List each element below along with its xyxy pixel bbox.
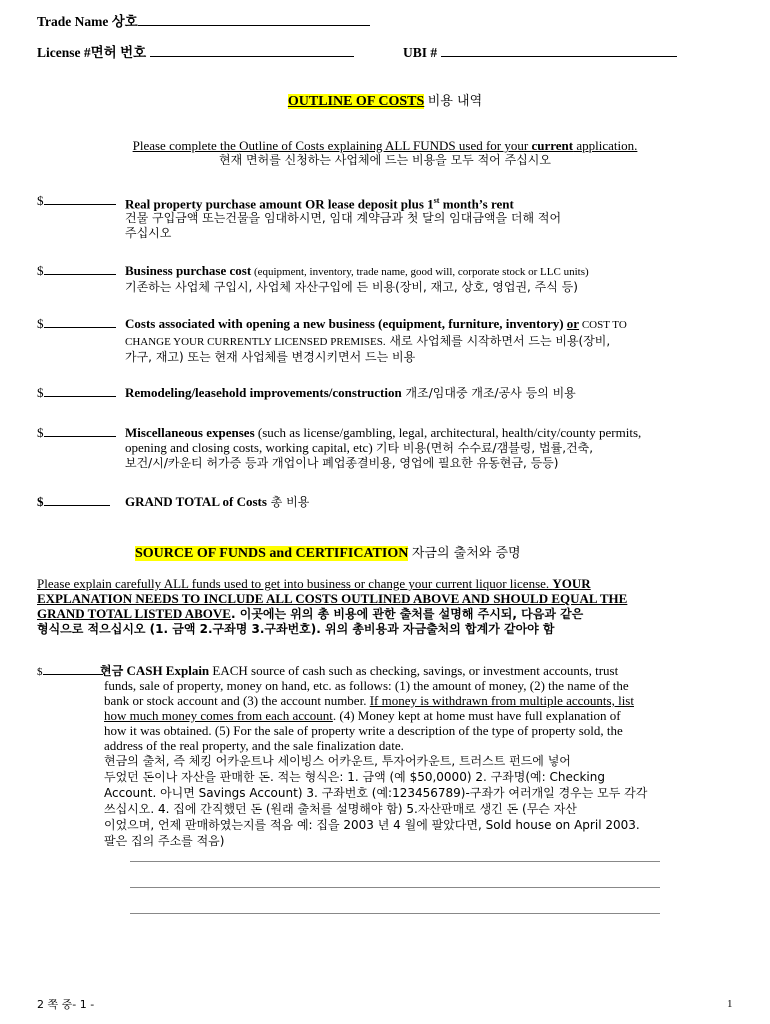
- outline-title: OUTLINE OF COSTS: [287, 94, 425, 109]
- source-title: SOURCE OF FUNDS and CERTIFICATION: [135, 546, 409, 561]
- item-detail2: CHANGE YOUR CURRENTLY LICENSED PREMISES.: [125, 336, 386, 348]
- cost-item-real-property: [37, 193, 737, 243]
- trade-name-label: Trade Name 상호: [37, 14, 138, 29]
- cash-ko6: 팔은 집의 주소를 적음): [104, 834, 225, 848]
- item-ko-inline: 새로 사업체를 시작하면서 드는 비용(장비,: [385, 334, 611, 348]
- item-title: Miscellaneous expenses: [125, 425, 255, 440]
- item-title: [125, 193, 740, 211]
- item-ko-line1: 기존하는 사업체 구입시, 사업체 자산구입에 든 비용(장비, 재고, 상호, 영업권, 주식 등): [125, 280, 578, 294]
- cash-ko5: 이었으며, 언제 판매하였는지를 적음 예: 집을 2003 년 4 월에 팔았다면, Sold house on April 2003.: [104, 818, 640, 832]
- license-label: License #면허 번호: [37, 45, 147, 60]
- footer-page-number: 1: [727, 998, 733, 1010]
- cash-line4b: . (4) Money kept at home must have full explanation of: [332, 708, 621, 723]
- dollar-sign: $: [37, 425, 44, 440]
- item-title: Costs associated with opening a new business (equipment, furniture, inventory): [125, 316, 564, 331]
- item-or: or: [566, 316, 580, 331]
- source-p2: EXPLANATION NEEDS TO INCLUDE ALL COSTS OUTLINED ABOVE AND SHOULD EQUAL THE: [37, 591, 628, 606]
- cash-ko1: 현금의 출처, 즉 체킹 어카운트나 세이빙스 어카운트, 투자어카운트, 트러스트 펀드에 넣어: [104, 754, 571, 768]
- cost-item-remodeling: [37, 385, 737, 403]
- trade-name-row: [37, 14, 370, 29]
- outline-intro-en: [0, 138, 770, 153]
- cash-ko2: 두었던 돈이나 자산을 판매한 돈. 적는 형식은: 1. 금액 (예 $50,0000) 2. 구좌명(예: Checking: [104, 770, 605, 784]
- source-p1-bold: YOUR: [552, 576, 591, 591]
- item-title: GRAND TOTAL of Costs: [125, 494, 267, 509]
- outline-title-ko: 비용 내역: [427, 94, 483, 109]
- cash-line4a: how much money comes from each account: [104, 708, 333, 723]
- source-p3-rest: . 이곳에는 위의 총 비용에 관한 출처를 설명해 주시되, 다음과 같은: [230, 607, 584, 621]
- item-detail: (such as license/gambling, legal, architectural, health/city/county permits,: [254, 425, 642, 440]
- dollar-sign: $: [37, 316, 44, 331]
- item-detail: (equipment, inventory, trade name, good will, corporate stock or LLC units): [251, 266, 589, 278]
- amount-field[interactable]: [37, 316, 116, 331]
- cash-ko-label: 현금: [100, 664, 124, 678]
- source-p1: Please explain carefully ALL funds used to get into business or change your current liquor license.: [37, 576, 553, 591]
- amount-field[interactable]: [37, 385, 116, 400]
- item-title-sup: st: [433, 196, 440, 205]
- item-ko-line2: 주십시오: [125, 226, 172, 241]
- item-title: Remodeling/leasehold improvements/construction: [125, 385, 402, 400]
- license-row: [37, 45, 354, 60]
- item-ko-inline: 개조/임대중 개조/공사 등의 비용: [401, 386, 576, 400]
- item-title: Business purchase cost: [125, 263, 252, 278]
- item-ko-line2: 가구, 재고) 또는 현재 사업체를 변경시키면서 드는 비용: [125, 350, 416, 364]
- amount-field[interactable]: [37, 494, 110, 509]
- cash-ko4: 쓰십시오. 4. 집에 간직했던 돈 (원래 출처를 설명해야 함) 5.자산판매로 생긴 돈 (무슨 자산: [104, 802, 577, 816]
- cost-item-grand-total: [37, 494, 737, 512]
- cash-line1: EACH source of cash such as checking, savings, or investment accounts, trust: [209, 663, 619, 678]
- item-ko-line2: 보건/시/카운티 허가증 등과 개업이나 폐업종결비용, 영업에 필요한 유동현금, 등등): [125, 456, 559, 470]
- dollar-sign: $: [37, 263, 44, 278]
- source-p4: 형식으로 적으십시오 (1. 금액 2.구좌명 3.구좌번호). 위의 총비용과 자금출처의 합계가 같아야 함: [37, 622, 555, 636]
- item-title-cont: month’s rent: [439, 196, 514, 212]
- cash-ko3: Account. 아니면 Savings Account) 3. 구좌번호 (예:123456789)-구좌가 여러개일 경우는 모두 각각: [104, 786, 648, 800]
- item-title-text: Real property purchase amount OR lease deposit plus 1: [125, 196, 434, 212]
- cash-writing-line[interactable]: [130, 887, 660, 888]
- cost-item-miscellaneous: [37, 425, 737, 475]
- outline-heading: [0, 94, 770, 109]
- cash-line5: how it was obtained. (5) For the sale of property write a description of the type of property sold, the: [104, 723, 623, 738]
- item-line2: opening and closing costs, working capital, etc): [125, 440, 376, 455]
- outline-intro-ko: 현재 면허를 신청하는 사업체에 드는 비용을 모두 적어 주십시오: [219, 153, 551, 167]
- footer-page-label: 2 쪽 중- 1 -: [37, 998, 95, 1011]
- ubi-field[interactable]: [441, 56, 677, 57]
- license-field[interactable]: [150, 56, 354, 57]
- intro-text-b: current: [531, 138, 574, 153]
- cash-line2: funds, sale of property, money on hand, etc. as follows: (1) the amount of money, (2) the name of the: [104, 678, 629, 693]
- cost-item-new-business: [37, 316, 737, 364]
- ubi-label: UBI #: [403, 45, 438, 60]
- amount-field[interactable]: [37, 263, 116, 278]
- amount-field[interactable]: [37, 425, 116, 440]
- dollar-sign: $: [37, 494, 44, 509]
- source-instructions: [37, 576, 737, 637]
- source-title-ko: 자금의 출처와 증명: [411, 546, 521, 561]
- cash-writing-line[interactable]: [130, 913, 660, 914]
- item-detail: COST TO: [579, 319, 627, 331]
- intro-text-c: application.: [573, 138, 638, 153]
- cost-item-business-purchase: [37, 263, 737, 299]
- intro-text-a: Please complete the Outline of Costs explaining ALL FUNDS used for your: [132, 138, 532, 153]
- dollar-sign: $: [37, 385, 44, 400]
- source-heading: [135, 546, 521, 561]
- amount-field[interactable]: [37, 193, 116, 208]
- item-ko-inline: 총 비용: [266, 495, 310, 509]
- cash-line3a: bank or stock account and (3) the account number.: [104, 693, 370, 708]
- dollar-sign: $: [37, 666, 43, 678]
- item-ko-inline: 기타 비용(면허 수수료/갬블링, 법률,건축,: [375, 441, 594, 455]
- cash-amount-field[interactable]: [37, 663, 103, 680]
- source-p3-bold: GRAND TOTAL LISTED ABOVE: [37, 606, 231, 621]
- trade-name-field[interactable]: [138, 25, 370, 26]
- ubi-row: [403, 45, 677, 60]
- cash-line3b: If money is withdrawn from multiple accounts, list: [369, 693, 634, 708]
- cash-label: CASH Explain: [123, 663, 210, 678]
- item-ko-line1: 건물 구입금액 또는건물을 임대하시면, 임대 계약금과 첫 달의 임대금액을 더해 적어: [125, 211, 562, 226]
- cash-writing-line[interactable]: [130, 861, 660, 862]
- dollar-sign: $: [37, 193, 44, 208]
- cash-line6: address of the real property, and the sale finalization date.: [104, 738, 404, 753]
